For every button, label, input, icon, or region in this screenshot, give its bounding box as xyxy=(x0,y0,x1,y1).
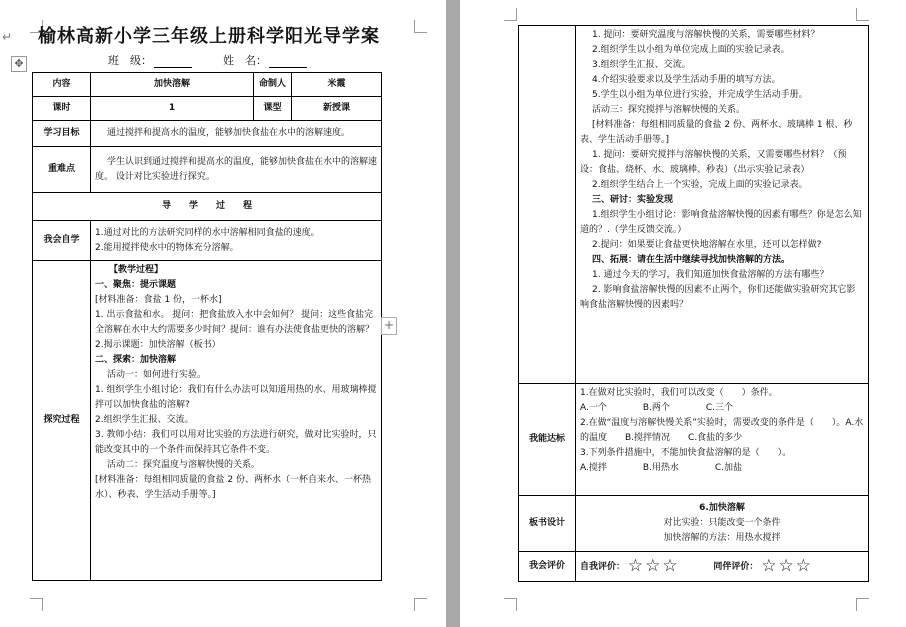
goal-label: 学习目标 xyxy=(33,121,91,147)
explore-line: 2.组织学生以小组为单位完成上面的实验记录表。 xyxy=(592,45,790,55)
goal-text: 通过搅拌和提高水的温度，能够加快食盐在水中的溶解速度。 xyxy=(91,121,382,147)
explore-continued-cell xyxy=(576,26,869,384)
eval-cell xyxy=(576,552,869,582)
document-page-2 xyxy=(460,0,906,627)
board-line: 加快溶解的方法：用热水搅拌 xyxy=(663,533,781,543)
explore-line: 【教学过程】 xyxy=(109,265,164,275)
table-move-handle-icon[interactable]: ✥ xyxy=(11,56,27,72)
type-label: 课型 xyxy=(254,97,292,121)
lesson-table-page1 xyxy=(32,72,382,581)
lesson-table-page2 xyxy=(518,25,869,582)
explore-line: 1. 提问：要研究温度与溶解快慢的关系，需要哪些材料？ xyxy=(592,30,820,40)
eval-label: 我会评价 xyxy=(519,552,576,582)
explore-line: 2.组织学生汇报、交流。 xyxy=(95,415,194,425)
target-label: 我能达标 xyxy=(519,384,576,496)
page-gutter xyxy=(446,0,460,627)
guide-title: 导 学 过 程 xyxy=(33,193,382,221)
target-line: 2.在做“温度与溶解快慢关系”实验时，需要改变的条件是（ ）。A.水的温度 B.搅拌情况 C.食盐的多少 xyxy=(580,418,864,443)
author-label: 命制人 xyxy=(254,73,292,97)
self-study-label: 我会自学 xyxy=(33,221,91,261)
board-cell xyxy=(576,496,869,552)
explore-line: 1. 组织学生小组讨论：我们有什么办法可以知道用热的水、用玻璃棒搅拌可以加快食盐的溶解? xyxy=(95,385,377,410)
target-line: 3.下列条件措施中，不能加快食盐溶解的是（ ）。 xyxy=(580,448,792,458)
target-line: A.搅拌 B.用热水 C.加盐 xyxy=(580,463,743,473)
page-corner-mark xyxy=(30,598,43,611)
explore-line: 1. 提问：要研究搅拌与溶解快慢的关系，又需要哪些材料？（预设：食盐、烧杯、水、玻璃棒、秒表）（出示实验记录表） xyxy=(580,150,847,175)
explore-line: 2.组织学生结合上一个实验，完成上面的实验记录表。 xyxy=(592,180,808,190)
page-title: 榆林高新小学三年级上册科学阳光导学案 xyxy=(38,26,380,47)
target-line: A.一个 B.两个 C.三个 xyxy=(580,403,734,413)
name-label: 姓 名： xyxy=(223,54,267,67)
peer-eval-label: 同伴评价： xyxy=(713,561,759,572)
explore-line: 二、探索：加快溶解 xyxy=(95,355,177,365)
period-value: 1 xyxy=(91,97,254,121)
board-label: 板书设计 xyxy=(519,496,576,552)
explore-line: [材料准备：食盐 1 份，一杯水] xyxy=(95,295,222,305)
peer-eval-stars-icon[interactable]: ☆☆☆ xyxy=(761,555,813,576)
explore-line: 1. 通过今天的学习，我们知道加快食盐溶解的方法有哪些？ xyxy=(592,270,829,280)
page-corner-mark xyxy=(414,598,427,611)
explore-line: 四、拓展：请在生活中继续寻找加快溶解的方法。 xyxy=(592,255,791,265)
explore-line: [材料准备：每组相同质量的食盐 2 份、两杯水、玻璃棒 1 根、秒表、学生活动手册等。] xyxy=(580,120,853,145)
add-column-plus-icon[interactable]: + xyxy=(381,317,397,335)
explore-line: 一、聚焦：提示课题 xyxy=(95,280,177,290)
page-corner-mark xyxy=(856,598,869,611)
board-line: 对比实验：只能改变一个条件 xyxy=(663,518,781,528)
self-study-cell xyxy=(91,221,382,261)
explore-cell xyxy=(91,261,382,581)
explore-line: 三、研讨：实验发现 xyxy=(592,195,674,205)
board-title: 6.加快溶解 xyxy=(699,503,745,513)
self-study-item: 2.能用搅拌使水中的物体充分溶解。 xyxy=(95,242,239,253)
key-points-label: 重难点 xyxy=(33,147,91,193)
content-label: 内容 xyxy=(33,73,91,97)
explore-line: 活动二：探究温度与溶解快慢的关系。 xyxy=(107,460,261,470)
key-points-text: 学生认识到通过搅拌和提高水的温度，能够加快食盐在水中的溶解速度。 设计对比实验进行探究。 xyxy=(91,147,382,193)
page-corner-mark xyxy=(414,20,427,33)
paragraph-marker-icon: ↵ xyxy=(2,30,13,44)
author-value: 米霞 xyxy=(292,73,382,97)
page-corner-mark xyxy=(504,8,517,21)
self-eval-label: 自我评价： xyxy=(580,561,626,572)
name-blank[interactable] xyxy=(269,57,307,68)
content-value: 加快溶解 xyxy=(91,73,254,97)
explore-continued-left xyxy=(519,26,576,384)
explore-line: 1.组织学生小组讨论：影响食盐溶解快慢的因素有哪些？你是怎么知道的？.（学生反馈交流。） xyxy=(580,210,862,235)
self-eval-stars-icon[interactable]: ☆☆☆ xyxy=(627,555,680,576)
period-label: 课时 xyxy=(33,97,91,121)
document-page-1 xyxy=(0,0,446,627)
explore-line: 2.提问：如果要让食盐更快地溶解在水里，还可以怎样做? xyxy=(592,240,822,250)
class-label: 班 级： xyxy=(108,54,152,67)
explore-line: 5.学生以小组为单位进行实验，并完成学生活动手册。 xyxy=(592,90,808,100)
explore-line: 3. 教师小结：我们可以用对比实验的方法进行研究，做对比实验时，只能改变其中的一个条件而保持其它条件不变。 xyxy=(95,430,377,455)
class-blank[interactable] xyxy=(154,57,192,68)
student-info-line xyxy=(108,52,313,68)
page-corner-mark xyxy=(504,598,517,611)
explore-line: 1. 出示食盐和水。 提问：把食盐放入水中会如何？ 提问：这些食盐完全溶解在水中大约需要多少时间？提问：谁有办法使食盐更快的溶解？ xyxy=(95,310,375,335)
explore-line: 2.揭示课题：加快溶解（板书） xyxy=(95,340,221,350)
explore-label: 探究过程 xyxy=(33,261,91,581)
page-corner-mark xyxy=(856,8,869,21)
explore-line: 3.组织学生汇报、交流。 xyxy=(592,60,691,70)
self-study-item: 1.通过对比的方法研究同样的水中溶解相同食盐的速度。 xyxy=(95,227,320,238)
target-line: 1.在做对比实验时，我们可以改变（ ）条件。 xyxy=(580,388,778,398)
explore-line: [材料准备：每组相同质量的食盐 2 份、两杯水（一杯自来水、一杯热水）、秒表、学生活动手册等。] xyxy=(95,475,371,500)
explore-line: 2. 影响食盐溶解快慢的因素不止两个，你们还能做实验研究其它影响食盐溶解快慢的因素吗？ xyxy=(580,285,856,310)
explore-line: 活动三：探究搅拌与溶解快慢的关系。 xyxy=(592,105,746,115)
target-cell xyxy=(576,384,869,496)
explore-line: 活动一：如何进行实验。 xyxy=(107,370,207,380)
type-value: 新授课 xyxy=(292,97,382,121)
explore-line: 4.介绍实验要求以及学生活动手册的填写方法。 xyxy=(592,75,781,85)
